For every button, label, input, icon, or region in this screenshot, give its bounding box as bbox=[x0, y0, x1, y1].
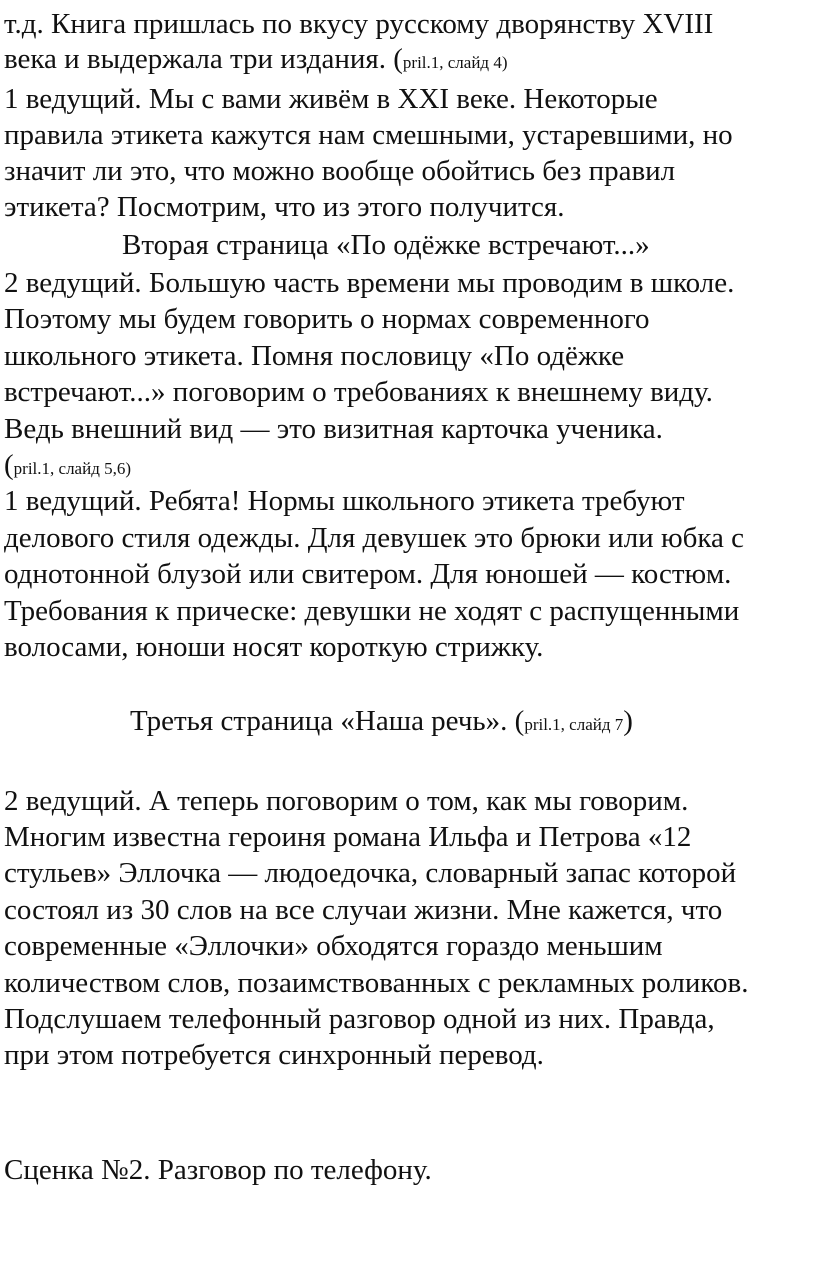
text-line: однотонной блузой или свитером. Для юношей — костюм. bbox=[4, 558, 732, 590]
slide-reference: pril.1, слайд 5,6) bbox=[13, 459, 132, 478]
text-line: встречают...» поговорим о требованиях к внешнему виду. bbox=[4, 376, 713, 408]
text-line: состоял из 30 слов на все случаи жизни. Мне кажется, что bbox=[4, 894, 723, 926]
text-span: века и выдержала три издания. ( bbox=[4, 43, 403, 75]
text-line: 1 ведущий. Мы с вами живём в XXI веке. Некоторые bbox=[4, 83, 658, 115]
text-line: 1 ведущий. Ребята! Нормы школьного этикета требуют bbox=[4, 485, 685, 517]
text-line: правила этикета кажутся нам смешными, устаревшими, но bbox=[4, 119, 733, 151]
slide-reference: pril.1, слайд 4) bbox=[402, 53, 508, 72]
text-line: 2 ведущий. Большую часть времени мы проводим в школе. bbox=[4, 267, 735, 299]
section-heading: Вторая страница «По одёжке встречают...» bbox=[122, 229, 650, 261]
text-line: делового стиля одежды. Для девушек это брюки или юбка с bbox=[4, 522, 745, 554]
text-line: школьного этикета. Помня пословицу «По одёжке bbox=[4, 340, 625, 372]
text-span: ( bbox=[4, 449, 14, 481]
text-line: Поэтому мы будем говорить о нормах современного bbox=[4, 303, 650, 335]
scene-heading: Сценка №2. Разговор по телефону. bbox=[4, 1154, 432, 1186]
text-line: т.д. Книга пришлась по вкусу русскому дворянству XVIII bbox=[4, 8, 714, 40]
text-line bbox=[4, 448, 131, 486]
text-line: современные «Эллочки» обходятся гораздо меньшим bbox=[4, 930, 663, 962]
text-line: Ведь внешний вид — это визитная карточка ученика. bbox=[4, 413, 663, 445]
text-line: количеством слов, позаимствованных с рекламных роликов. bbox=[4, 967, 749, 999]
section-heading bbox=[130, 704, 633, 742]
text-line: значит ли это, что можно вообще обойтись без правил bbox=[4, 155, 676, 187]
text-span: Третья страница «Наша речь». ( bbox=[130, 705, 525, 737]
text-line: Подслушаем телефонный разговор одной из них. Правда, bbox=[4, 1003, 715, 1035]
text-line: этикета? Посмотрим, что из этого получится. bbox=[4, 191, 565, 223]
text-line bbox=[4, 42, 508, 80]
text-line: стульев» Эллочка — людоедочка, словарный запас которой bbox=[4, 857, 737, 889]
text-line: при этом потребуется синхронный перевод. bbox=[4, 1039, 544, 1071]
text-line: 2 ведущий. А теперь поговорим о том, как мы говорим. bbox=[4, 785, 689, 817]
text-line: Требования к прическе: девушки не ходят с распущенными bbox=[4, 595, 740, 627]
text-line: волосами, юноши носят короткую стрижку. bbox=[4, 631, 544, 663]
slide-reference: pril.1, слайд 7 bbox=[524, 715, 624, 734]
text-line: Многим известна героиня романа Ильфа и Петрова «12 bbox=[4, 821, 692, 853]
text-span: ) bbox=[623, 705, 633, 737]
